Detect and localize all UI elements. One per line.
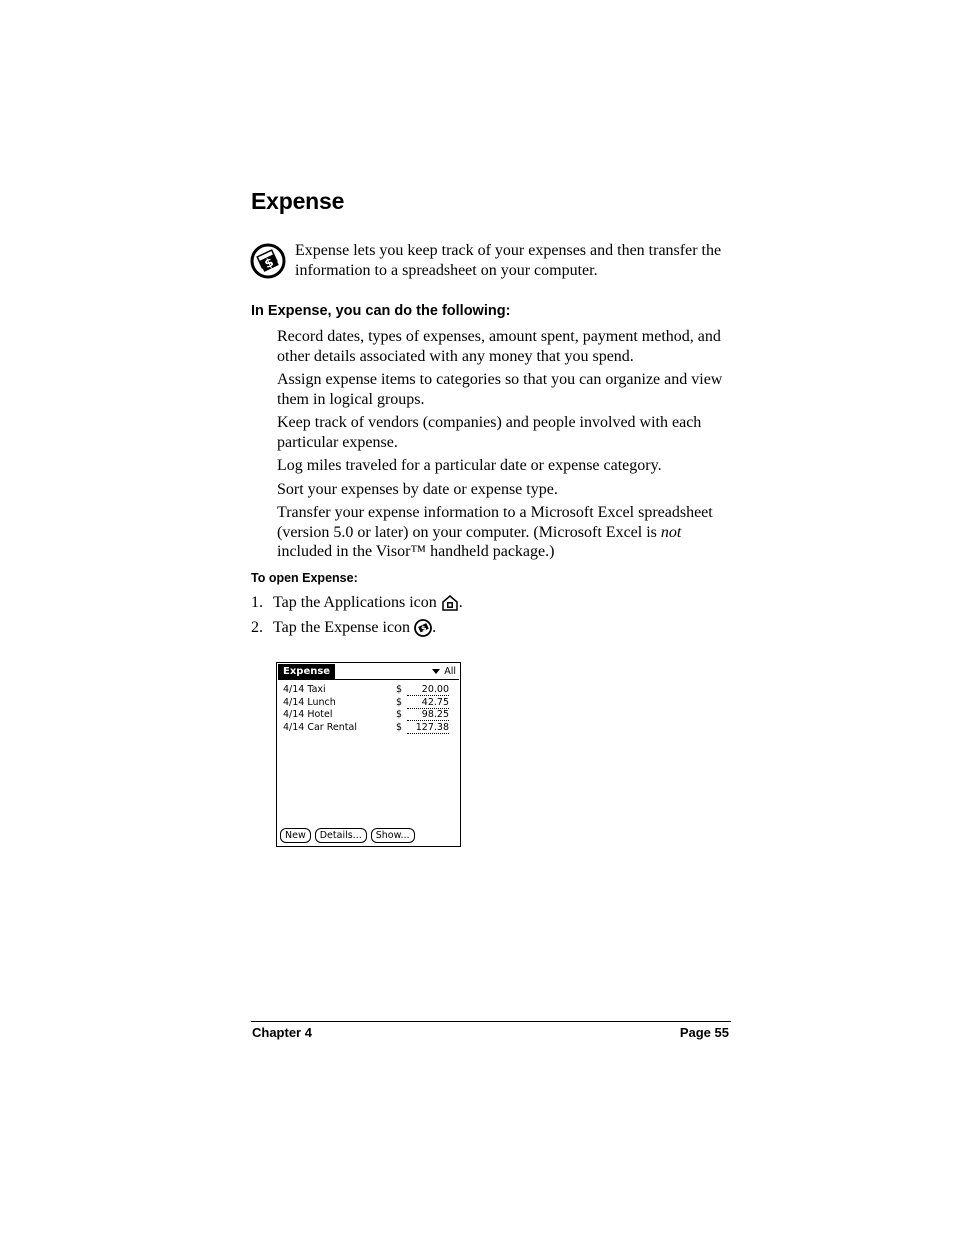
- category-label: All: [444, 666, 456, 677]
- step-item: [251, 618, 463, 638]
- feature-item: Sort your expenses by date or expense type.: [277, 480, 558, 498]
- expense-description: 4/14 Lunch: [283, 696, 336, 708]
- footer-rule: [251, 1021, 731, 1022]
- step-end: .: [458, 594, 463, 611]
- step-text: Tap the Applications icon: [273, 594, 437, 611]
- expense-amount[interactable]: 20.00: [407, 684, 449, 696]
- steps-list: [251, 593, 463, 643]
- svg-text:$: $: [420, 624, 428, 634]
- details-button[interactable]: Details...: [315, 828, 367, 843]
- new-button[interactable]: New: [280, 828, 311, 843]
- step-number: 2.: [251, 619, 263, 636]
- expense-currency: $: [396, 684, 403, 695]
- expense-amount[interactable]: 42.75: [407, 697, 449, 709]
- expense-icon: [414, 619, 432, 637]
- footer-page-number: Page 55: [679, 1025, 729, 1040]
- page-title: Expense: [251, 188, 345, 214]
- open-expense-heading: To open Expense:: [251, 571, 358, 585]
- expense-currency: $: [396, 709, 403, 720]
- footer-chapter: Chapter 4: [252, 1025, 312, 1040]
- svg-text:$: $: [262, 254, 276, 272]
- screen-buttons: [280, 828, 415, 843]
- feature-item: Record dates, types of expenses, amount spent, payment method, and other details associated with any money that you spend.: [277, 328, 721, 365]
- step-end: .: [432, 619, 437, 636]
- step-number: 1.: [251, 594, 263, 611]
- expense-description: 4/14 Hotel: [283, 709, 333, 720]
- expense-list: [283, 684, 453, 734]
- step-item: [251, 593, 463, 613]
- expense-row[interactable]: [283, 709, 453, 722]
- step-text: Tap the Expense icon: [273, 619, 411, 636]
- feature-list: [277, 327, 732, 566]
- expense-row[interactable]: [283, 722, 453, 735]
- feature-item: Keep track of vendors (companies) and people involved with each particular expense.: [277, 414, 702, 451]
- feature-item: [277, 503, 732, 562]
- screen-title: Expense: [278, 664, 335, 679]
- expense-row[interactable]: [283, 697, 453, 710]
- expense-icon: [250, 243, 286, 279]
- expense-description: 4/14 Car Rental: [283, 721, 357, 733]
- feature-item: Log miles traveled for a particular date or expense category.: [277, 457, 662, 474]
- expense-amount[interactable]: 98.25: [407, 709, 449, 721]
- expense-description: 4/14 Taxi: [283, 684, 326, 695]
- applications-icon: [441, 594, 459, 612]
- feature-text: Transfer your expense information to a Microsoft Excel spreadsheet (version 5.0 or later) on your computer. (Microsoft Excel is: [277, 504, 713, 541]
- expense-currency: $: [396, 696, 403, 708]
- feature-text: included in the Visor™ handheld package.): [277, 543, 555, 560]
- category-picker[interactable]: [432, 665, 456, 679]
- expense-currency: $: [396, 721, 403, 733]
- expense-amount[interactable]: 127.38: [407, 722, 449, 734]
- emphasis-text: not: [660, 523, 682, 541]
- show-button[interactable]: Show...: [371, 828, 415, 843]
- features-heading: In Expense, you can do the following:: [251, 303, 511, 319]
- intro-paragraph: Expense lets you keep track of your expenses and then transfer the information to a spreadsheet on your computer.: [295, 242, 722, 279]
- expense-row[interactable]: [283, 684, 453, 697]
- feature-item: Assign expense items to categories so that you can organize and view them in logical groups.: [277, 371, 723, 408]
- expense-screen: [276, 662, 461, 847]
- dropdown-arrow-icon: [432, 669, 440, 674]
- screen-title-bar: [278, 664, 459, 680]
